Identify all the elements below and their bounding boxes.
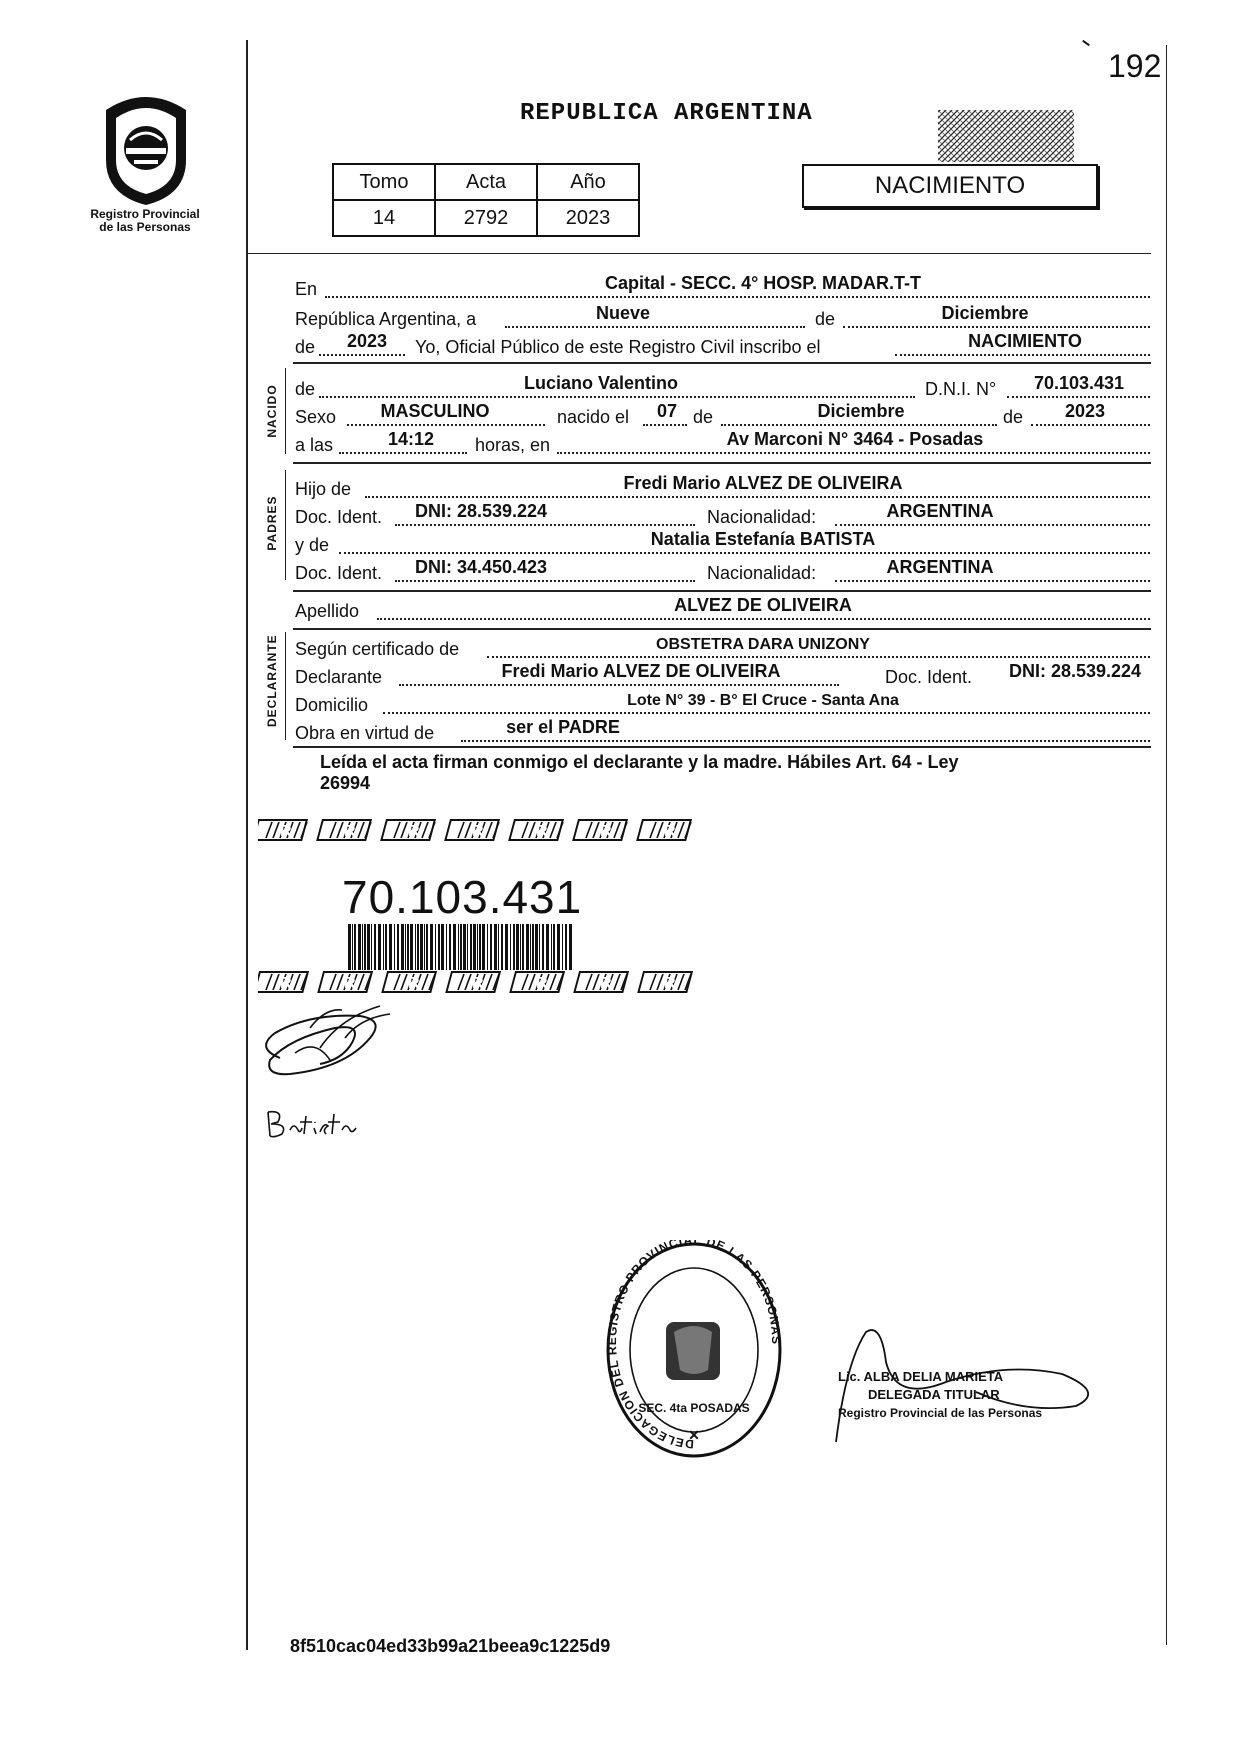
de-label-3: de bbox=[693, 407, 714, 427]
book-reference-table bbox=[332, 163, 640, 237]
logo-caption-line1: Registro Provincial bbox=[90, 207, 200, 221]
seal-inner-text: SEC. 4ta POSADAS bbox=[638, 1401, 750, 1415]
month-value: Diciembre bbox=[941, 303, 1029, 323]
doc-ident-label-3: Doc. Ident. bbox=[885, 667, 973, 687]
row-address bbox=[295, 688, 1150, 718]
padres-bracket bbox=[285, 470, 286, 580]
row-declarant bbox=[295, 660, 1150, 690]
apellido-label: Apellido bbox=[295, 601, 360, 621]
acta-value: 2792 bbox=[435, 200, 537, 236]
document-hash: 8f510cac04ed33b99a21beea9c1225d9 bbox=[290, 1636, 611, 1656]
closing-note-line1: Leída el acta firman conmigo el declarante y la madre. Hábiles Art. 64 - Ley bbox=[320, 752, 959, 772]
yo-text: Yo, Oficial Público de este Registro Civil inscribo el bbox=[415, 337, 821, 357]
row-father bbox=[295, 472, 1150, 502]
sexo-label: Sexo bbox=[295, 407, 337, 427]
de-label-4: de bbox=[1003, 407, 1024, 427]
declarant-doc-value: DNI: 28.539.224 bbox=[1008, 661, 1142, 681]
y-de-label: y de bbox=[295, 535, 330, 555]
page-number: 192 bbox=[1108, 48, 1162, 84]
row-mother bbox=[295, 528, 1150, 558]
nacido-side-label: NACIDO bbox=[265, 384, 279, 438]
svg-text:R: R bbox=[472, 823, 484, 840]
svg-text:R: R bbox=[664, 975, 676, 992]
misiones-emblem-icon bbox=[96, 90, 196, 208]
place-value: Capital - SECC. 4° HOSP. MADAR.T-T bbox=[605, 273, 921, 293]
svg-text:R: R bbox=[600, 823, 612, 840]
dni-label: D.N.I. N° bbox=[925, 379, 997, 399]
svg-text:R: R bbox=[600, 975, 612, 992]
row-inscription bbox=[295, 330, 1150, 360]
row-mother-doc bbox=[295, 556, 1150, 586]
nacionalidad-label: Nacionalidad: bbox=[707, 507, 817, 527]
mother-doc-value: DNI: 34.450.423 bbox=[414, 557, 548, 577]
inscription-type-value: NACIMIENTO bbox=[968, 331, 1082, 351]
separator-3 bbox=[293, 590, 1151, 592]
birth-year-value: 2023 bbox=[1064, 401, 1106, 421]
hijo-label: Hijo de bbox=[295, 479, 352, 499]
father-name-value: Fredi Mario ALVEZ DE OLIVEIRA bbox=[623, 473, 903, 493]
domicilio-label: Domicilio bbox=[295, 695, 369, 715]
closing-note-line2: 26994 bbox=[320, 773, 371, 793]
svg-text:R: R bbox=[280, 975, 292, 992]
republica-label: República Argentina, a bbox=[295, 309, 477, 329]
separator-2 bbox=[293, 462, 1151, 464]
anio-value: 2023 bbox=[537, 200, 639, 236]
birth-day-value: 07 bbox=[656, 401, 678, 421]
father-nationality-value: ARGENTINA bbox=[886, 501, 994, 521]
right-margin-line bbox=[1166, 45, 1167, 1645]
mother-signature bbox=[262, 1104, 372, 1149]
svg-text:✕: ✕ bbox=[688, 1427, 700, 1443]
doc-ident-label: Doc. Ident. bbox=[295, 507, 383, 527]
tomo-header: Tomo bbox=[333, 164, 435, 200]
security-hologram bbox=[936, 108, 1076, 164]
en-label: En bbox=[295, 279, 318, 299]
row-date bbox=[295, 302, 1150, 332]
logo-caption-line2: de las Personas bbox=[99, 220, 191, 234]
birth-month-value: Diciembre bbox=[817, 401, 905, 421]
row-virtue bbox=[295, 716, 1150, 746]
birth-place-value: Av Marconi N° 3464 - Posadas bbox=[726, 429, 984, 449]
declarant-signature bbox=[250, 998, 400, 1093]
row-surname bbox=[295, 594, 1150, 624]
svg-text:R: R bbox=[408, 823, 420, 840]
seal-ring-text: DELEGACION DEL REGISTRO PROVINCIAL DE LAS PERSONAS bbox=[605, 1240, 784, 1452]
certificado-label: Según certificado de bbox=[295, 639, 460, 659]
child-dni-value: 70.103.431 bbox=[1033, 373, 1125, 393]
acta-header: Acta bbox=[435, 164, 537, 200]
header-separator bbox=[246, 253, 1151, 254]
official-line3: Registro Provincial de las Personas bbox=[838, 1406, 1043, 1420]
svg-text:R: R bbox=[536, 823, 548, 840]
left-margin-line bbox=[246, 40, 248, 1650]
virtue-value: ser el PADRE bbox=[506, 717, 620, 737]
document-title: REPUBLICA ARGENTINA bbox=[520, 100, 813, 127]
security-strip-top bbox=[258, 808, 706, 847]
obra-label: Obra en virtud de bbox=[295, 723, 435, 743]
row-time-place bbox=[295, 428, 1150, 458]
svg-text:R: R bbox=[472, 975, 484, 992]
a-las-label: a las bbox=[295, 435, 334, 455]
svg-text:R: R bbox=[408, 975, 420, 992]
svg-text:R: R bbox=[664, 823, 676, 840]
official-signature-block bbox=[838, 1368, 1042, 1422]
security-strip-bottom bbox=[258, 964, 706, 999]
nacido-el-label: nacido el bbox=[557, 407, 630, 427]
separator-5 bbox=[293, 746, 1151, 748]
certificate-value: OBSTETRA DARA UNIZONY bbox=[656, 636, 870, 653]
name-de-label: de bbox=[295, 379, 316, 399]
row-certificate bbox=[295, 632, 1150, 662]
row-father-doc bbox=[295, 500, 1150, 530]
svg-text:R: R bbox=[536, 975, 548, 992]
closing-note bbox=[320, 752, 1140, 794]
mother-name-value: Natalia Estefanía BATISTA bbox=[650, 529, 876, 549]
record-type-box: NACIMIENTO bbox=[802, 164, 1098, 208]
declarant-value: Fredi Mario ALVEZ DE OLIVEIRA bbox=[501, 661, 781, 681]
tomo-value: 14 bbox=[333, 200, 435, 236]
declarante-side-label: DECLARANTE bbox=[265, 634, 279, 727]
sex-value: MASCULINO bbox=[380, 401, 490, 421]
official-line2: DELEGADA TITULAR bbox=[868, 1387, 1000, 1402]
logo-caption bbox=[70, 208, 220, 234]
birth-time-value: 14:12 bbox=[387, 429, 435, 449]
mother-nationality-value: ARGENTINA bbox=[886, 557, 994, 577]
registry-logo bbox=[96, 90, 196, 208]
padres-side-label: PADRES bbox=[265, 495, 279, 551]
anio-header: Año bbox=[537, 164, 639, 200]
day-word-value: Nueve bbox=[595, 303, 651, 323]
svg-text:R: R bbox=[280, 823, 292, 840]
svg-text:R: R bbox=[344, 823, 356, 840]
nacido-bracket bbox=[285, 368, 286, 454]
declarante-bracket bbox=[285, 632, 286, 740]
row-sex-birth bbox=[295, 400, 1150, 430]
horas-label: horas, en bbox=[475, 435, 551, 455]
doc-ident-label-2: Doc. Ident. bbox=[295, 563, 383, 583]
de-label-2: de bbox=[295, 337, 316, 357]
separator-1 bbox=[293, 362, 1151, 364]
surname-value: ALVEZ DE OLIVEIRA bbox=[674, 595, 852, 615]
corner-mark bbox=[1082, 40, 1090, 46]
row-child-name bbox=[295, 372, 1150, 402]
row-place bbox=[295, 272, 1150, 302]
nacionalidad-label-2: Nacionalidad: bbox=[707, 563, 817, 583]
official-line1: Lic. ALBA DELIA MARIETA bbox=[838, 1369, 1004, 1384]
svg-text:R: R bbox=[344, 975, 356, 992]
declarante-label: Declarante bbox=[295, 667, 383, 687]
child-name-value: Luciano Valentino bbox=[523, 373, 679, 393]
separator-4 bbox=[293, 628, 1151, 630]
official-seal bbox=[604, 1240, 784, 1465]
year-value: 2023 bbox=[346, 331, 388, 351]
father-doc-value: DNI: 28.539.224 bbox=[414, 501, 548, 521]
de-label: de bbox=[815, 309, 836, 329]
address-value: Lote N° 39 - B° El Cruce - Santa Ana bbox=[627, 692, 899, 709]
barcode-number: 70.103.431 bbox=[342, 871, 583, 923]
